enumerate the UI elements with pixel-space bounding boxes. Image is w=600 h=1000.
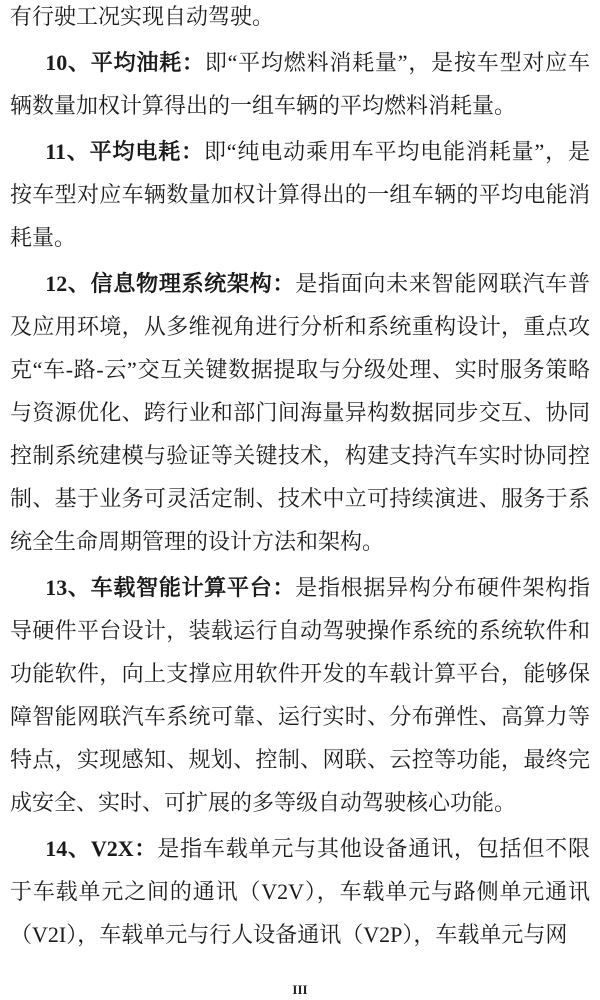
definition-text: 即“平均燃料消耗量”，是按车型对应车辆数量加权计算得出的一组车辆的平均燃料消耗量。 xyxy=(10,50,590,118)
definition-paragraph-12 xyxy=(10,262,590,563)
definition-term: 12、信息物理系统架构： xyxy=(45,271,296,296)
definition-term: 13、车载智能计算平台： xyxy=(45,575,296,600)
definition-term: 14、V2X： xyxy=(45,836,158,861)
definition-text: 是指面向未来智能网联汽车普及应用环境，从多维视角进行分析和系统重构设计，重点攻克“车-路-云”交互关键数据提取与分级处理、实时服务策略与资源优化、跨行业和部门间海量异构数据同步交互、协同控制系统建模与验证等关键技术，构建支持汽车实时协同控制、基于业务可灵活定制、技术中立可持续演进、服务于系统全生命周期管理的设计方法和架构。 xyxy=(10,271,590,554)
paragraph-continuation: 有行驶工况实现自动驾驶。 xyxy=(10,4,275,29)
definition-text: 是指根据异构分布硬件架构指导硬件平台设计，装载运行自动驾驶操作系统的系统软件和功能软件，向上支撑应用软件开发的车载计算平台，能够保障智能网联汽车系统可靠、运行实时、分布弹性、高算力等特点，实现感知、规划、控制、网联、云控等功能，最终完成安全、实时、可扩展的多等级自动驾驶核心功能。 xyxy=(10,575,590,815)
definition-paragraph-10 xyxy=(10,41,590,127)
page-number: III xyxy=(292,982,308,997)
definition-paragraph-13 xyxy=(10,566,590,824)
definition-text: 即“纯电动乘用车平均电能消耗量”，是按车型对应车辆数量加权计算得出的一组车辆的平均电能消耗量。 xyxy=(10,139,590,250)
definition-text: 是指车载单元与其他设备通讯，包括但不限于车载单元之间的通讯（V2V），车载单元与路侧单元通讯（V2I），车载单元与行人设备通讯（V2P），车载单元与网 xyxy=(10,836,590,947)
definition-paragraph-11 xyxy=(10,130,590,259)
definition-term: 11、平均电耗： xyxy=(45,139,204,164)
definition-term: 10、平均油耗： xyxy=(45,50,205,75)
definition-paragraph-14 xyxy=(10,827,590,956)
